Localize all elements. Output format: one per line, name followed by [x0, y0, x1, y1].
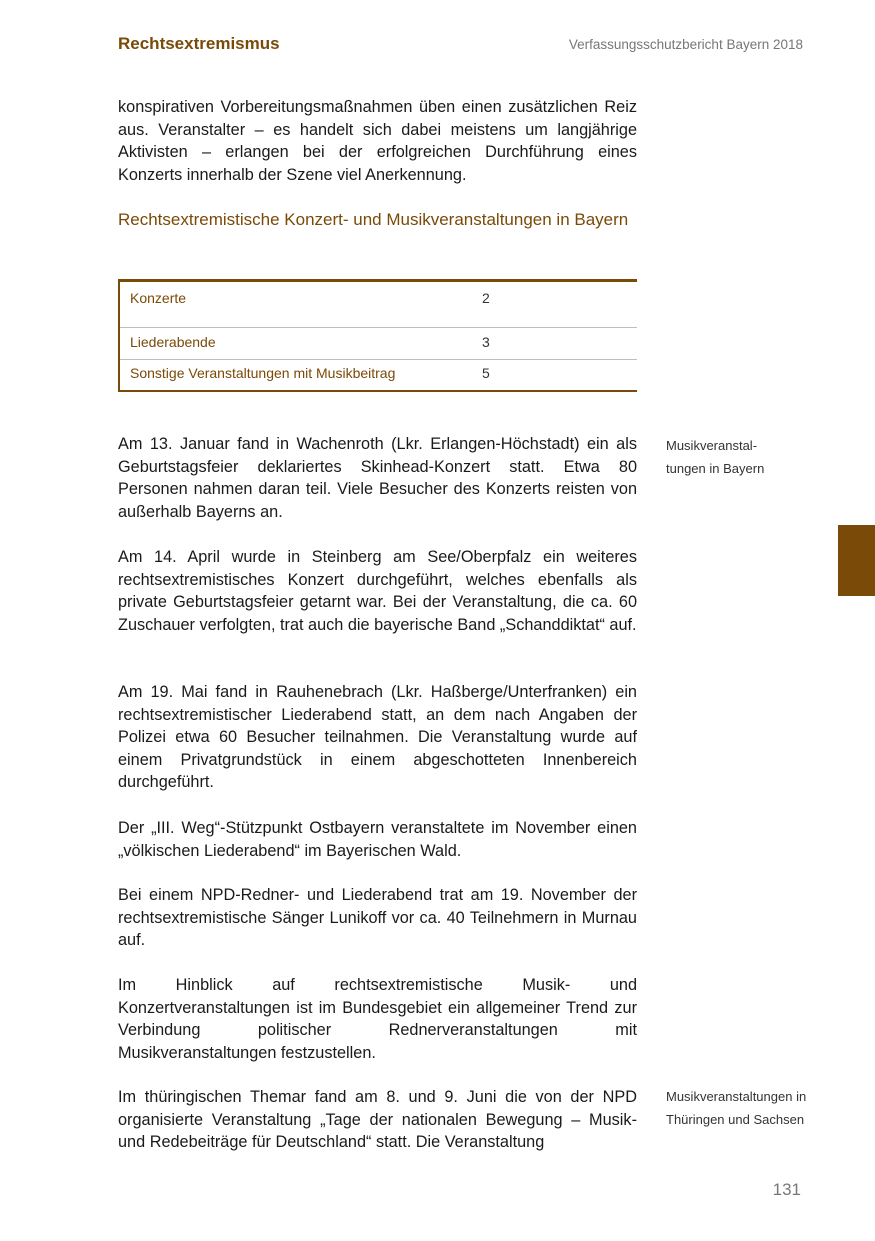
table-row	[120, 328, 637, 360]
running-header-publication: Verfassungsschutzbericht Bayern 2018	[568, 37, 803, 52]
paragraph-trend: Im Hinblick auf rechtsextremistische Musik- und Konzertveranstaltungen ist im Bundesgebiet ein allgemeiner Trend zur Verbindung politischer Rednerveranstaltungen mit Musikveranstaltungen festzustellen.	[118, 976, 637, 1062]
paragraph-ostbayern: Der „III. Weg“-Stützpunkt Ostbayern veranstaltete im November einen „völkischen Liederabend“ im Bayerischen Wald.	[118, 819, 637, 860]
chapter-tab-marker	[838, 525, 875, 596]
table-row-label: Liederabende	[130, 334, 216, 350]
paragraph-steinberg: Am 14. April wurde in Steinberg am See/Oberpfalz ein weiteres rechtsextremistisches Konzert durchgeführt, welches ebenfalls als private Geburtstagsfeier getarnt war. Bei der Veranstaltung, die ca. 60 Zuschauer verfolgten, trat auch die bayerische Band „Schanddiktat“ auf.	[118, 548, 637, 634]
table-row-label: Konzerte	[130, 290, 187, 306]
page-number: 131	[772, 1180, 801, 1199]
margin-note-bayern: Musikveranstaltungen in Bayern	[666, 438, 765, 476]
section-title: Rechtsextremistische Konzert- und Musikveranstaltungen in Bayern	[118, 210, 629, 229]
paragraph-wachenroth: Am 13. Januar fand in Wachenroth (Lkr. Erlangen-Höchstadt) ein als Geburtstagsfeier deklariertes Skinhead-Konzert statt. Etwa 80 Personen nahmen daran teil. Viele Besucher des Konzerts reisten von außerhalb Bayerns an.	[118, 435, 637, 521]
table-row	[120, 282, 637, 328]
paragraph-intro: konspirativen Vorbereitungsmaßnahmen üben einen zusätzlichen Reiz aus. Veranstalter – es handelt sich dabei meistens um langjährige Aktivisten – erlangen bei der erfolgreichen Durchführung eines Konzerts innerhalb der Szene viel Anerkennung.	[118, 98, 637, 184]
table-row-value: 2	[482, 290, 490, 306]
paragraph-murnau: Bei einem NPD-Redner- und Liederabend trat am 19. November der rechtsextremistische Sänger Lunikoff vor ca. 40 Teilnehmern in Murnau auf.	[118, 886, 637, 949]
paragraph-themar: Im thüringischen Themar fand am 8. und 9. Juni die von der NPD organisierte Veranstaltung „Tage der nationalen Bewegung – Musik- und Redebeiträge für Deutschland“ statt. Die Veranstaltung	[118, 1088, 637, 1151]
paragraph-rauhenebrach: Am 19. Mai fand in Rauhenebrach (Lkr. Haßberge/Unterfranken) ein rechtsextremistischer Liederabend statt, an dem nach Angaben der Polizei etwa 60 Besucher teilnahmen. Die Veranstaltung wurde auf einem Privatgrundstück in einem abgeschotteten Innenbereich durchgeführt.	[118, 683, 637, 791]
running-header-section: Rechtsextremismus	[118, 34, 280, 53]
table-row-value: 3	[482, 334, 490, 350]
margin-note-thueringen: Musikveranstaltungen in Thüringen und Sachsen	[666, 1089, 807, 1127]
table-row-label: Sonstige Veranstaltungen mit Musikbeitrag	[130, 365, 396, 381]
stats-table	[118, 279, 637, 392]
table-row	[120, 360, 637, 390]
table-row-value: 5	[482, 365, 490, 381]
